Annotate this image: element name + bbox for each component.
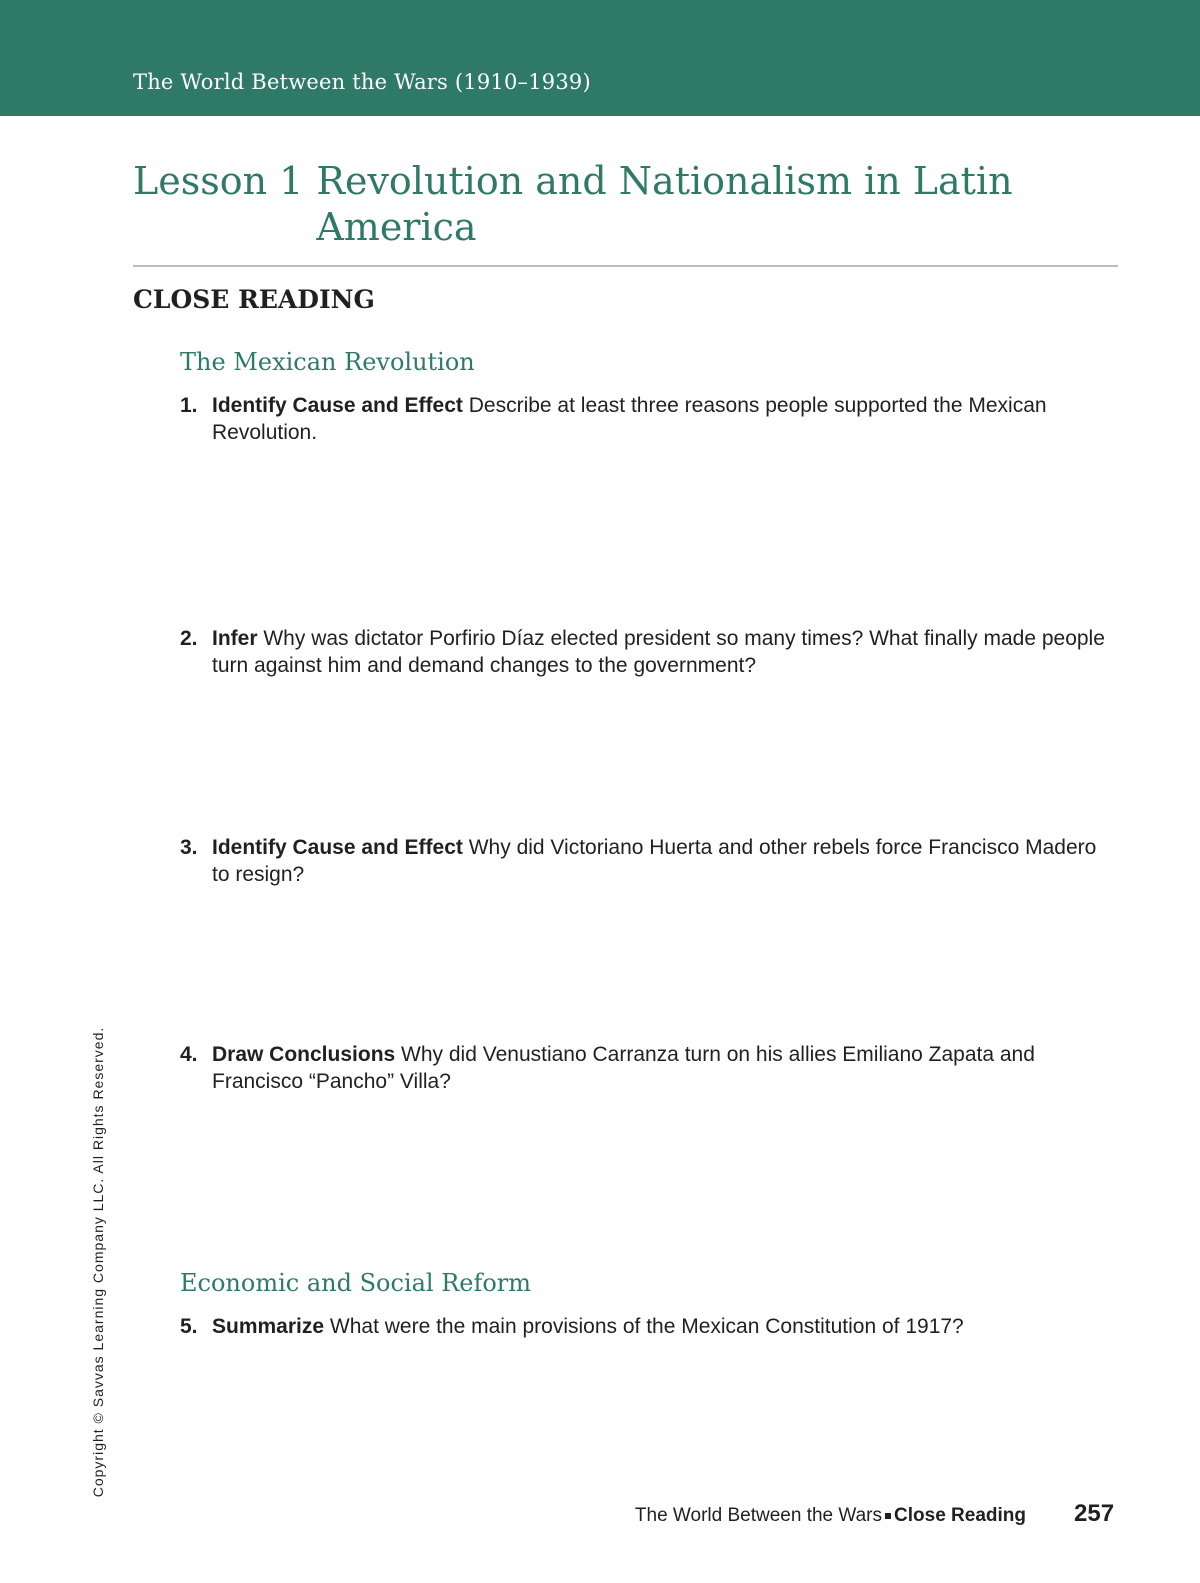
question-body bbox=[212, 625, 1110, 679]
section-heading: Economic and Social Reform bbox=[180, 1269, 532, 1297]
section-heading: The Mexican Revolution bbox=[180, 348, 475, 376]
header-banner bbox=[0, 0, 1200, 116]
question-item bbox=[180, 625, 1110, 679]
section-label: CLOSE READING bbox=[133, 285, 375, 314]
question-body bbox=[212, 1041, 1110, 1095]
title-divider bbox=[133, 265, 1118, 267]
page-number: 257 bbox=[1074, 1500, 1115, 1527]
question-skill: Draw Conclusions bbox=[212, 1043, 396, 1066]
question-number: 3. bbox=[180, 836, 198, 859]
lesson-title bbox=[133, 158, 1118, 250]
question-text: What were the main provisions of the Mexican Constitution of 1917? bbox=[329, 1315, 964, 1338]
question-item bbox=[180, 1041, 1110, 1095]
question-body bbox=[212, 392, 1110, 446]
question-item bbox=[180, 1313, 1110, 1340]
question-body bbox=[212, 834, 1110, 888]
question-body bbox=[212, 1313, 1110, 1340]
question-skill: Identify Cause and Effect bbox=[212, 836, 463, 859]
unit-title: The World Between the Wars (1910–1939) bbox=[133, 70, 591, 94]
question-skill: Infer bbox=[212, 627, 258, 650]
footer-book-title: The World Between the Wars bbox=[634, 1505, 883, 1526]
question-item bbox=[180, 392, 1110, 446]
lesson-number: Lesson 1 bbox=[133, 159, 304, 203]
question-skill: Identify Cause and Effect bbox=[212, 394, 463, 417]
question-text: Why did Victoriano Huerta and other rebels force Francisco Madero to resign? bbox=[212, 836, 1097, 886]
footer bbox=[635, 1505, 1026, 1527]
question-text: Why did Venustiano Carranza turn on his allies Emiliano Zapata and Francisco “Pancho” Villa? bbox=[212, 1043, 1035, 1093]
question-number: 4. bbox=[180, 1043, 198, 1066]
lesson-name: Revolution and Nationalism in Latin America bbox=[316, 159, 1013, 249]
question-skill: Summarize bbox=[212, 1315, 325, 1338]
question-item bbox=[180, 834, 1110, 888]
footer-section-name: Close Reading bbox=[894, 1505, 1026, 1526]
question-number: 2. bbox=[180, 627, 198, 650]
question-text: Describe at least three reasons people supported the Mexican Revolution. bbox=[212, 394, 1047, 444]
question-text: Why was dictator Porfirio Díaz elected president so many times? What finally made people turn against him and demand changes to the government? bbox=[212, 627, 1105, 677]
question-number: 1. bbox=[180, 394, 198, 417]
question-number: 5. bbox=[180, 1315, 198, 1338]
copyright-notice: Copyright © Savvas Learning Company LLC. All Rights Reserved. bbox=[90, 1026, 106, 1498]
footer-bullet bbox=[885, 1513, 891, 1519]
